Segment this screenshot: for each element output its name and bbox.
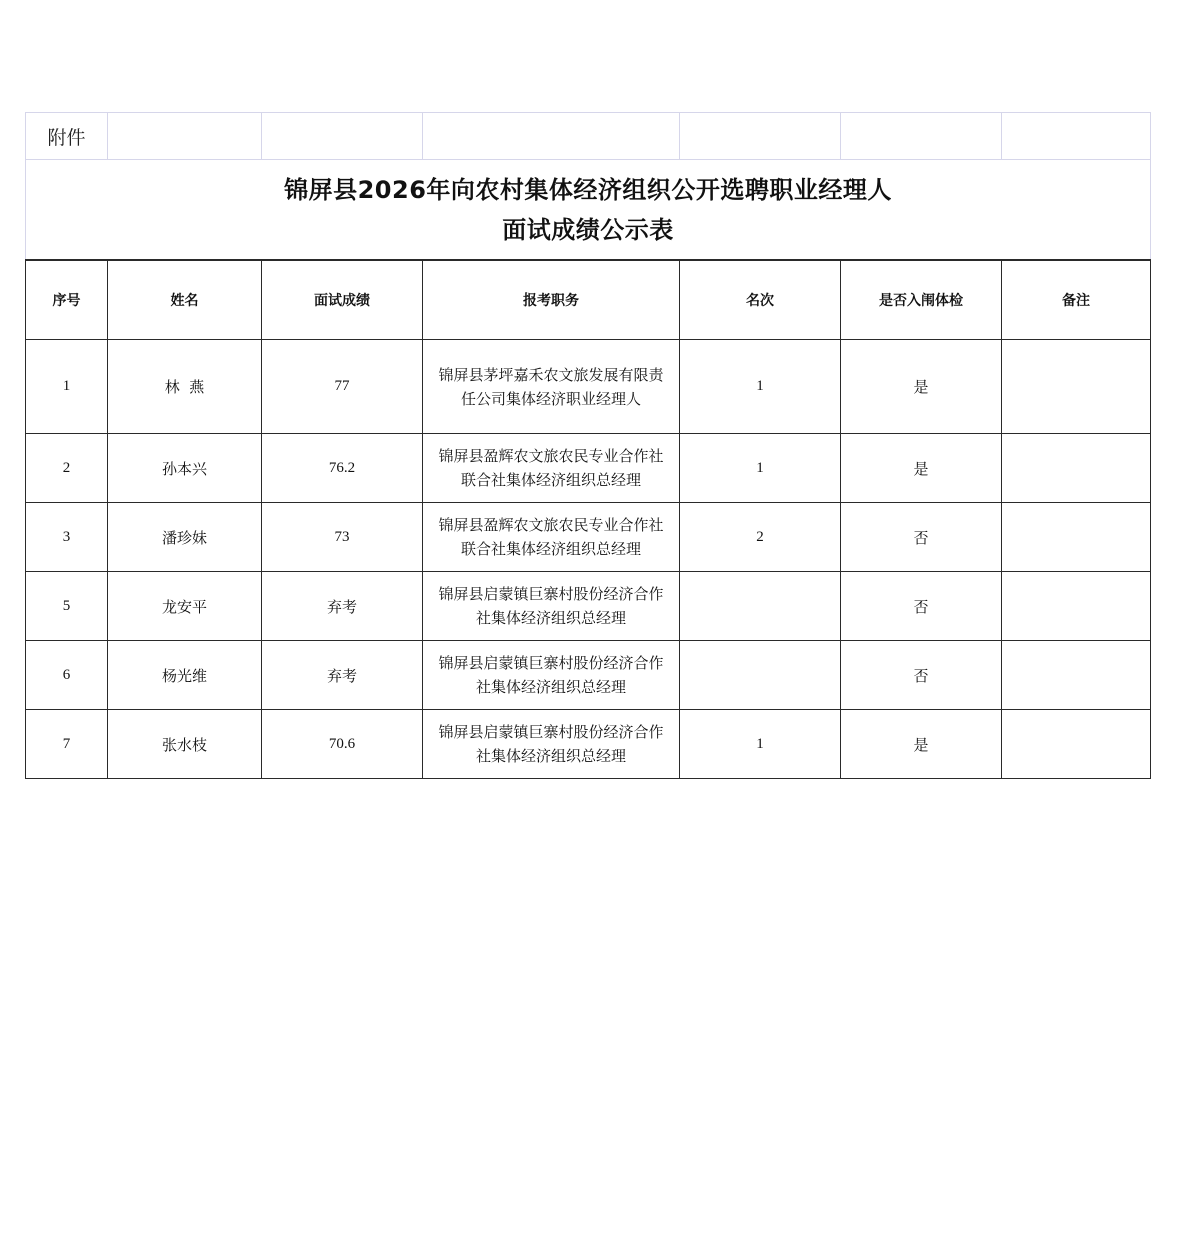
cell-medical: 是 bbox=[841, 340, 1002, 434]
cell-medical: 否 bbox=[841, 503, 1002, 572]
cell-score: 弃考 bbox=[262, 641, 423, 710]
cell-remark bbox=[1002, 434, 1151, 503]
cell-seq: 5 bbox=[26, 572, 108, 641]
empty-cell bbox=[262, 113, 423, 160]
cell-seq: 2 bbox=[26, 434, 108, 503]
cell-score: 70.6 bbox=[262, 710, 423, 779]
cell-position: 锦屏县茅坪嘉禾农文旅发展有限责 任公司集体经济职业经理人 bbox=[423, 340, 680, 434]
header-rank: 名次 bbox=[680, 260, 841, 340]
cell-seq: 3 bbox=[26, 503, 108, 572]
header-medical: 是否入闱体检 bbox=[841, 260, 1002, 340]
cell-score: 77 bbox=[262, 340, 423, 434]
cell-score: 73 bbox=[262, 503, 423, 572]
cell-rank bbox=[680, 572, 841, 641]
empty-cell bbox=[423, 113, 680, 160]
cell-name: 林 燕 bbox=[108, 340, 262, 434]
cell-name: 孙本兴 bbox=[108, 434, 262, 503]
cell-score: 弃考 bbox=[262, 572, 423, 641]
title-line-1: 锦屏县2026年向农村集体经济组织公开选聘职业经理人 bbox=[284, 175, 892, 204]
cell-position: 锦屏县盈辉农文旅农民专业合作社 联合社集体经济组织总经理 bbox=[423, 503, 680, 572]
empty-cell bbox=[841, 113, 1002, 160]
cell-position: 锦屏县启蒙镇巨寨村股份经济合作 社集体经济组织总经理 bbox=[423, 641, 680, 710]
cell-position: 锦屏县盈辉农文旅农民专业合作社 联合社集体经济组织总经理 bbox=[423, 434, 680, 503]
header-position: 报考职务 bbox=[423, 260, 680, 340]
title-line-2: 面试成绩公示表 bbox=[502, 215, 674, 244]
cell-name: 潘珍妹 bbox=[108, 503, 262, 572]
cell-seq: 7 bbox=[26, 710, 108, 779]
cell-rank: 1 bbox=[680, 340, 841, 434]
cell-rank: 2 bbox=[680, 503, 841, 572]
cell-rank bbox=[680, 641, 841, 710]
title-row bbox=[26, 160, 1151, 261]
attachment-label: 附件 bbox=[26, 113, 108, 160]
cell-medical: 否 bbox=[841, 641, 1002, 710]
cell-medical: 否 bbox=[841, 572, 1002, 641]
attachment-row bbox=[26, 113, 1151, 160]
cell-seq: 6 bbox=[26, 641, 108, 710]
spreadsheet-page bbox=[25, 112, 1150, 779]
table-row bbox=[26, 434, 1151, 503]
table-row bbox=[26, 503, 1151, 572]
cell-score: 76.2 bbox=[262, 434, 423, 503]
cell-name: 龙安平 bbox=[108, 572, 262, 641]
cell-remark bbox=[1002, 641, 1151, 710]
cell-remark bbox=[1002, 710, 1151, 779]
empty-cell bbox=[1002, 113, 1151, 160]
header-remark: 备注 bbox=[1002, 260, 1151, 340]
cell-remark bbox=[1002, 572, 1151, 641]
cell-remark bbox=[1002, 340, 1151, 434]
cell-name: 张水枝 bbox=[108, 710, 262, 779]
table-row bbox=[26, 572, 1151, 641]
cell-name: 杨光维 bbox=[108, 641, 262, 710]
cell-rank: 1 bbox=[680, 434, 841, 503]
table-row bbox=[26, 641, 1151, 710]
table-row bbox=[26, 340, 1151, 434]
empty-cell bbox=[680, 113, 841, 160]
cell-medical: 是 bbox=[841, 710, 1002, 779]
header-row bbox=[26, 260, 1151, 340]
cell-position: 锦屏县启蒙镇巨寨村股份经济合作 社集体经济组织总经理 bbox=[423, 710, 680, 779]
cell-position: 锦屏县启蒙镇巨寨村股份经济合作 社集体经济组织总经理 bbox=[423, 572, 680, 641]
cell-medical: 是 bbox=[841, 434, 1002, 503]
cell-remark bbox=[1002, 503, 1151, 572]
cell-rank: 1 bbox=[680, 710, 841, 779]
header-seq: 序号 bbox=[26, 260, 108, 340]
table-row bbox=[26, 710, 1151, 779]
results-table bbox=[25, 112, 1151, 779]
empty-cell bbox=[108, 113, 262, 160]
cell-seq: 1 bbox=[26, 340, 108, 434]
page-title bbox=[26, 160, 1151, 261]
header-score: 面试成绩 bbox=[262, 260, 423, 340]
header-name: 姓名 bbox=[108, 260, 262, 340]
